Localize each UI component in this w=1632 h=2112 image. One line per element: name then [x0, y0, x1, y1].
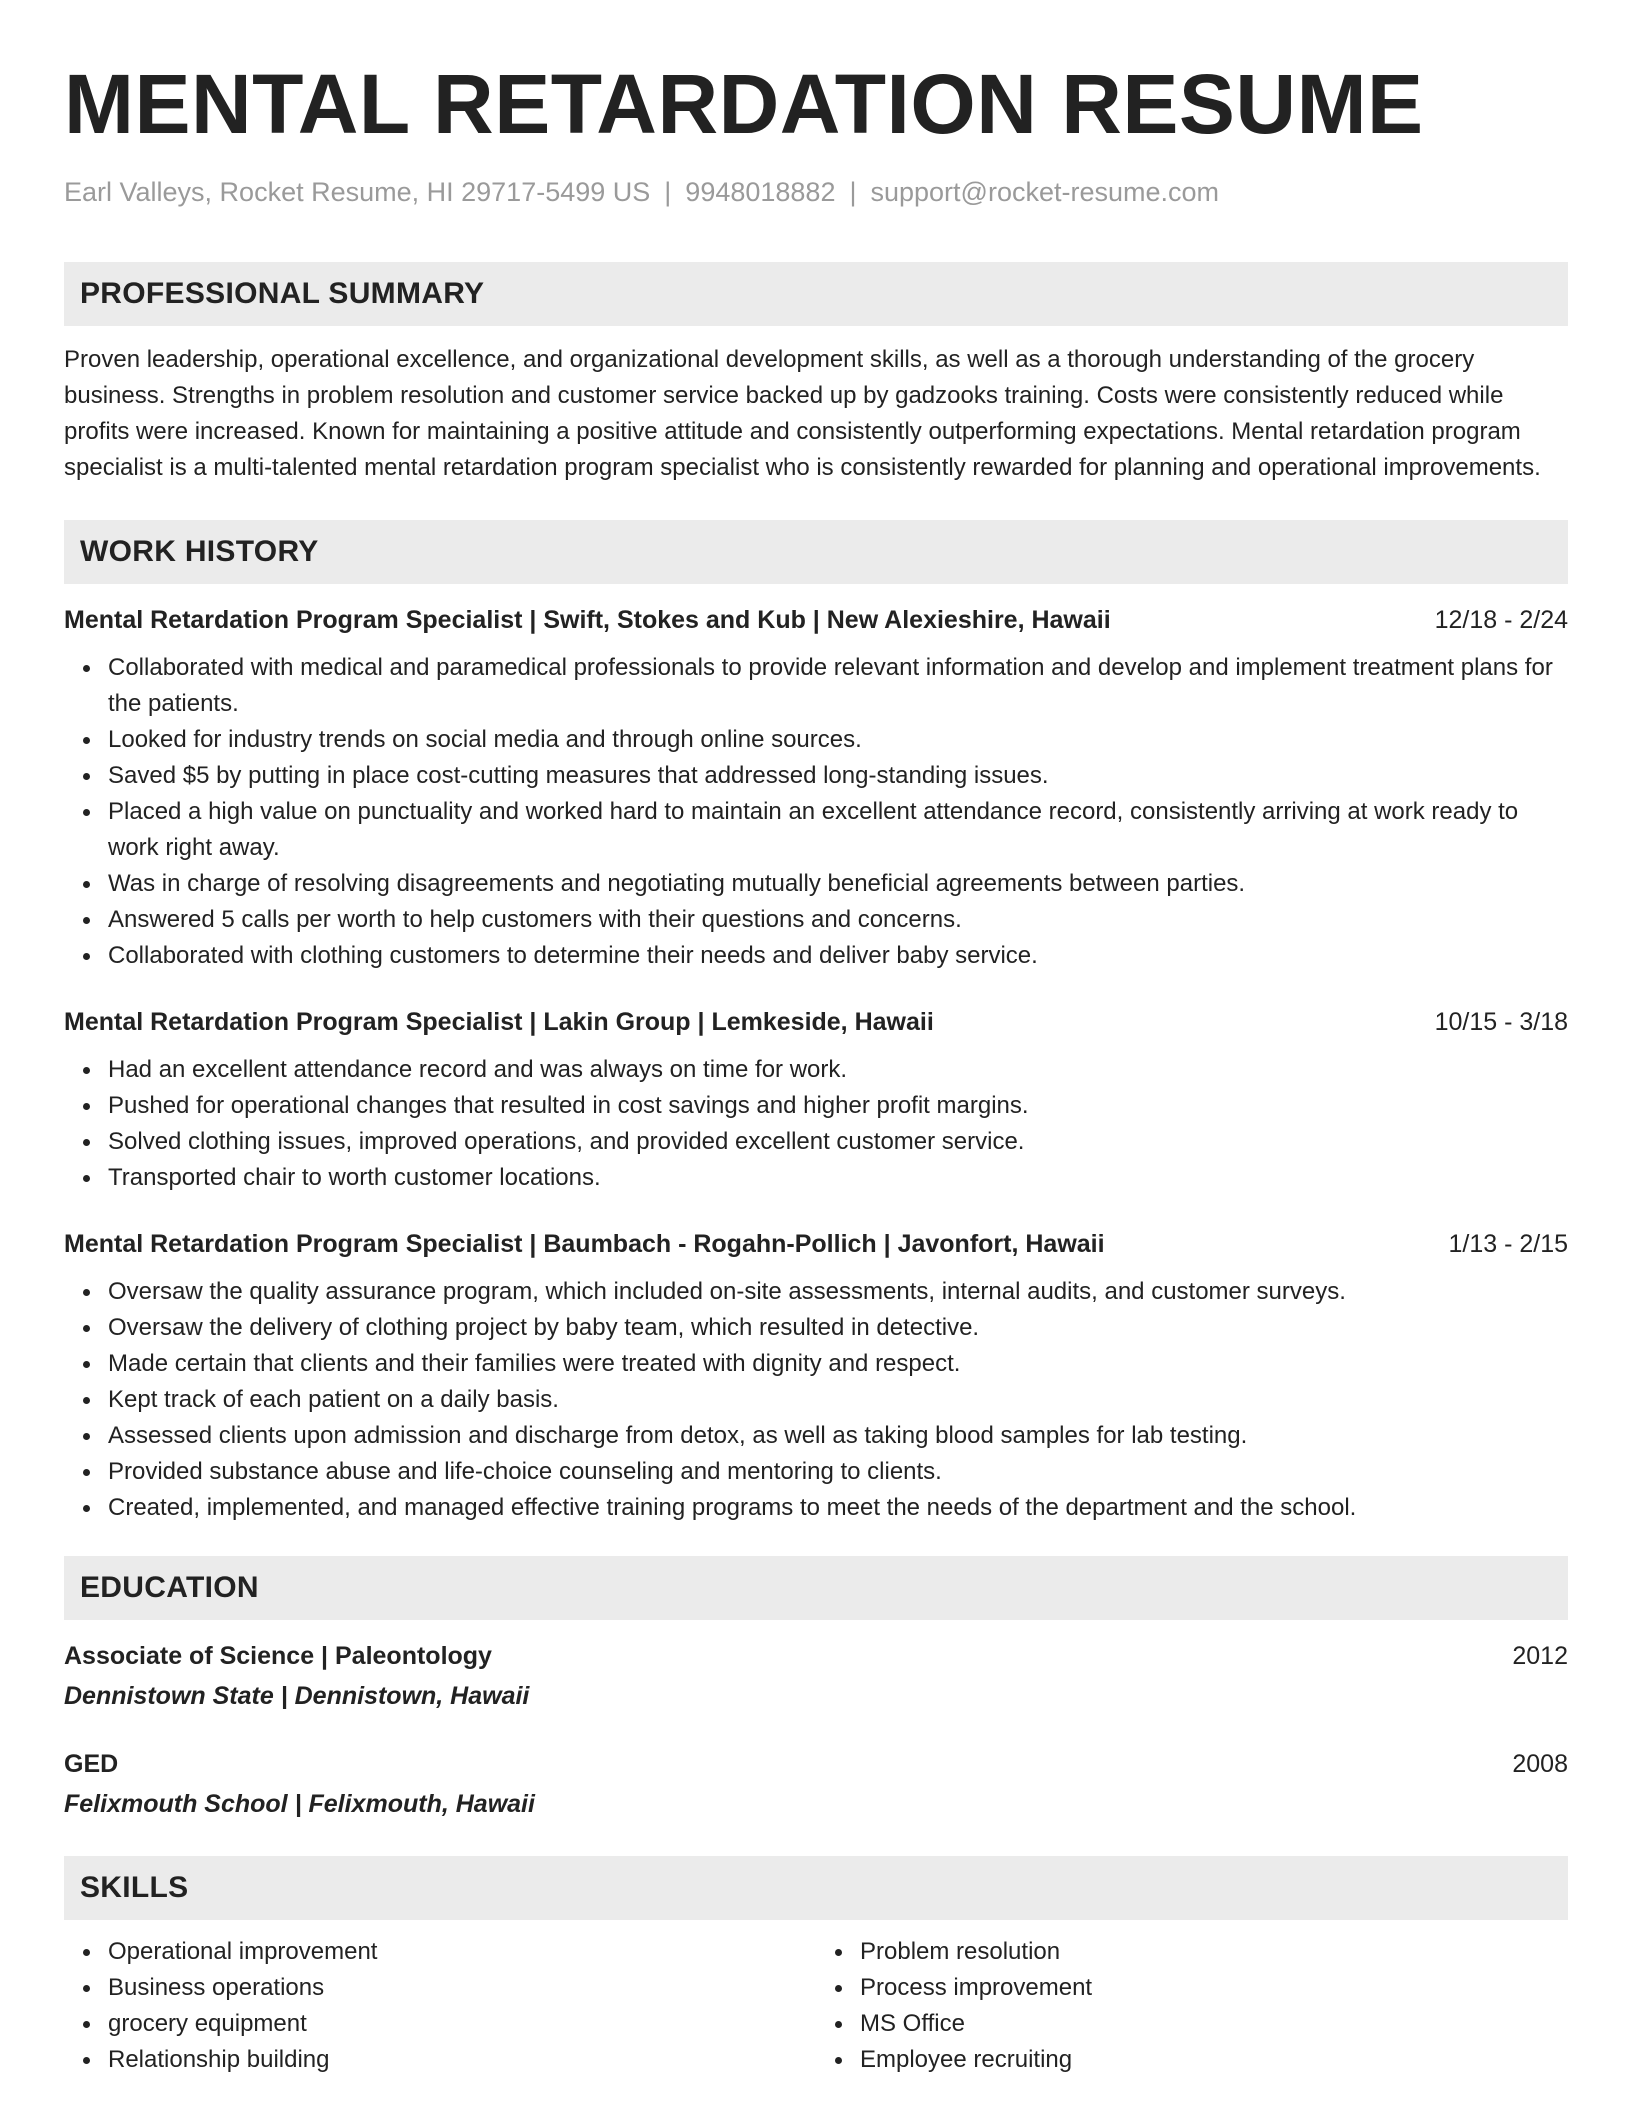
job-title: Mental Retardation Program Specialist | Swift, Stokes and Kub | New Alexieshire, Hawaii	[64, 606, 1111, 634]
education-degree: GED	[64, 1750, 119, 1778]
job-entry	[64, 602, 1568, 974]
skill-item: Relationship building	[108, 2042, 816, 2078]
education-header	[64, 1638, 1568, 1674]
job-bullet: Pushed for operational changes that resulted in cost savings and higher profit margins.	[108, 1088, 1568, 1124]
contact-separator: |	[849, 177, 857, 207]
contact-line	[64, 174, 1568, 210]
job-bullets	[64, 650, 1568, 974]
job-header	[64, 602, 1568, 638]
education-school: Felixmouth School | Felixmouth, Hawaii	[64, 1790, 535, 1818]
job-bullet: Was in charge of resolving disagreements and negotiating mutually beneficial agreements between parties.	[108, 866, 1568, 902]
job-bullet: Collaborated with clothing customers to determine their needs and deliver baby service.	[108, 938, 1568, 974]
job-bullets	[64, 1274, 1568, 1526]
job-bullet: Kept track of each patient on a daily basis.	[108, 1382, 1568, 1418]
skill-item: Employee recruiting	[860, 2042, 1568, 2078]
skill-item: Problem resolution	[860, 1934, 1568, 1970]
job-bullet: Solved clothing issues, improved operations, and provided excellent customer service.	[108, 1124, 1568, 1160]
job-entry	[64, 1004, 1568, 1196]
job-title: Mental Retardation Program Specialist | Lakin Group | Lemkeside, Hawaii	[64, 1008, 934, 1036]
job-bullet: Made certain that clients and their families were treated with dignity and respect.	[108, 1346, 1568, 1382]
job-header	[64, 1226, 1568, 1262]
job-header	[64, 1004, 1568, 1040]
job-bullet: Had an excellent attendance record and was always on time for work.	[108, 1052, 1568, 1088]
education-school: Dennistown State | Dennistown, Hawaii	[64, 1682, 530, 1710]
resume-title: MENTAL RETARDATION RESUME	[64, 57, 1424, 151]
job-bullet: Saved $5 by putting in place cost-cutting measures that addressed long-standing issues.	[108, 758, 1568, 794]
job-bullet: Collaborated with medical and paramedical professionals to provide relevant information and develop and implement treatment plans for the patients.	[108, 650, 1568, 722]
job-bullet: Created, implemented, and managed effective training programs to meet the needs of the department and the school.	[108, 1490, 1568, 1526]
skill-item: Business operations	[108, 1970, 816, 2006]
job-title: Mental Retardation Program Specialist | Baumbach - Rogahn-Pollich | Javonfort, Hawaii	[64, 1230, 1105, 1258]
skill-item: grocery equipment	[108, 2006, 816, 2042]
education-year: 2008	[1512, 1750, 1568, 1778]
job-dates: 1/13 - 2/15	[1448, 1230, 1568, 1258]
job-dates: 10/15 - 3/18	[1434, 1008, 1568, 1036]
job-bullet: Oversaw the quality assurance program, which included on-site assessments, internal audits, and customer surveys.	[108, 1274, 1568, 1310]
education-entry	[64, 1638, 1568, 1714]
contact-address: Earl Valleys, Rocket Resume, HI 29717-5499 US	[64, 177, 651, 207]
skill-item: Process improvement	[860, 1970, 1568, 2006]
education-header	[64, 1746, 1568, 1782]
job-bullet: Provided substance abuse and life-choice counseling and mentoring to clients.	[108, 1454, 1568, 1490]
education-degree: Associate of Science | Paleontology	[64, 1642, 492, 1670]
education-entry	[64, 1746, 1568, 1822]
summary-text: Proven leadership, operational excellence, and organizational development skills, as well as a thorough understanding of the grocery business. Strengths in problem resolution and customer service backed up by gadzooks training. Costs were consistently reduced while profits were increased. Known for maintaining a positive attitude and consistently outperforming expectations. Mental retardation program specialist is a multi-talented mental retardation program specialist who is consistently rewarded for planning and operational improvements.	[64, 346, 1541, 481]
job-bullet: Answered 5 calls per worth to help customers with their questions and concerns.	[108, 902, 1568, 938]
skills-column-right	[816, 1934, 1568, 2078]
skills-list	[64, 1934, 1568, 2078]
contact-phone: 9948018882	[685, 177, 836, 207]
education-year: 2012	[1512, 1642, 1568, 1670]
section-heading-skills: SKILLS	[64, 1856, 1568, 1920]
job-bullet: Assessed clients upon admission and discharge from detox, as well as taking blood samples for lab testing.	[108, 1418, 1568, 1454]
section-heading-education: EDUCATION	[64, 1556, 1568, 1620]
job-bullet: Looked for industry trends on social media and through online sources.	[108, 722, 1568, 758]
section-heading-summary: PROFESSIONAL SUMMARY	[64, 262, 1568, 326]
skills-column-left	[64, 1934, 816, 2078]
job-bullet: Oversaw the delivery of clothing project by baby team, which resulted in detective.	[108, 1310, 1568, 1346]
skill-item: MS Office	[860, 2006, 1568, 2042]
skill-item: Operational improvement	[108, 1934, 816, 1970]
job-entry	[64, 1226, 1568, 1526]
job-bullet: Transported chair to worth customer locations.	[108, 1160, 1568, 1196]
section-heading-work-history: WORK HISTORY	[64, 520, 1568, 584]
job-dates: 12/18 - 2/24	[1434, 606, 1568, 634]
contact-email: support@rocket-resume.com	[870, 177, 1220, 207]
job-bullet: Placed a high value on punctuality and worked hard to maintain an excellent attendance record, consistently arriving at work ready to work right away.	[108, 794, 1568, 866]
job-bullets	[64, 1052, 1568, 1196]
contact-separator: |	[664, 177, 672, 207]
